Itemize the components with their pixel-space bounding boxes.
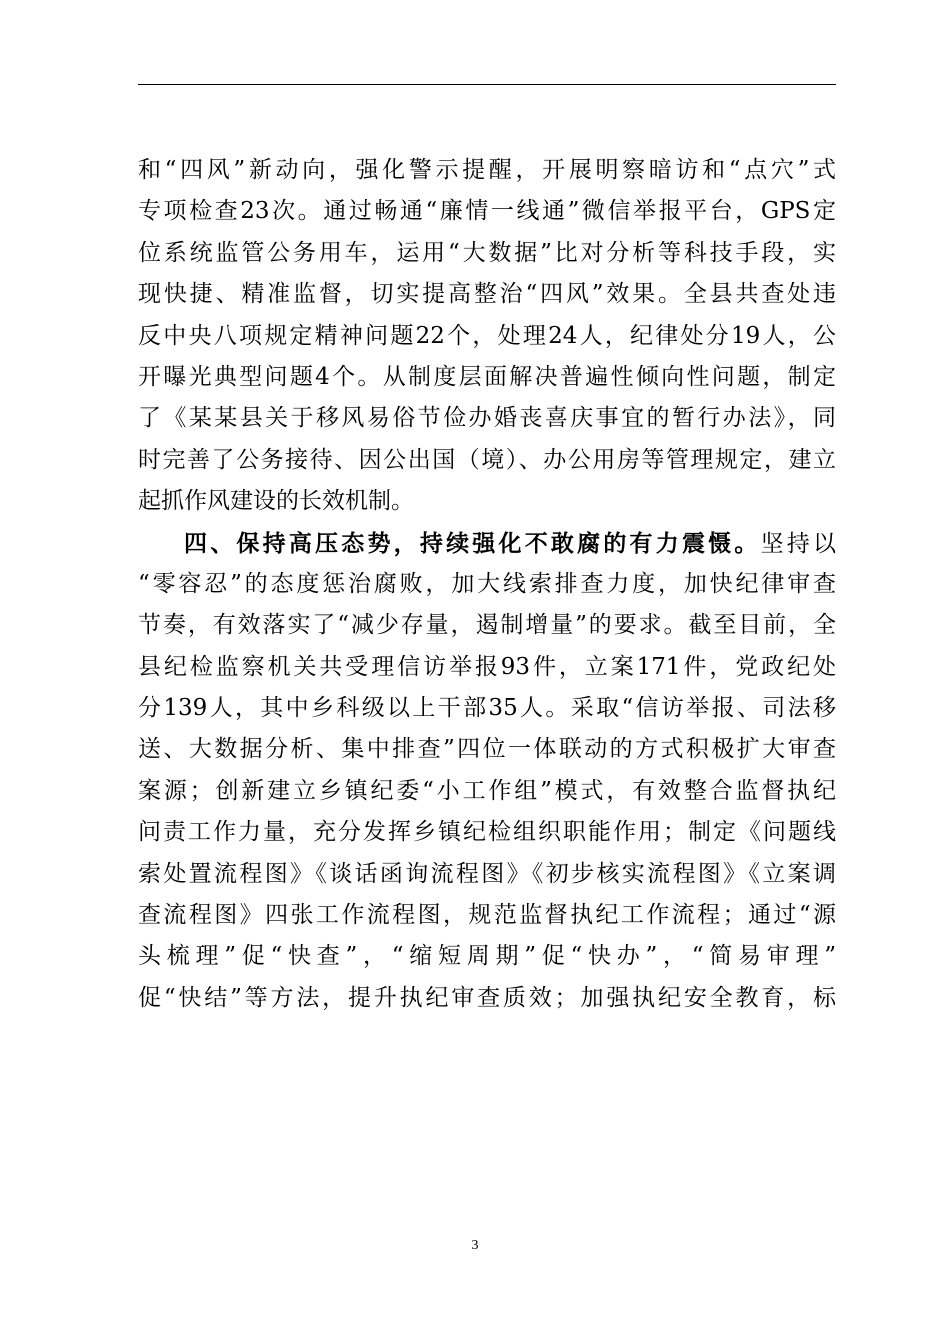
text-line: 问责工作力量，充分发挥乡镇纪检组织职能作用；制定《问题线 bbox=[138, 819, 836, 846]
text-line: 送、大数据分析、集中排查”四位一体联动的方式积极扩大审查 bbox=[138, 736, 836, 763]
document-body bbox=[138, 150, 836, 1019]
text-line: 索处置流程图》《谈话函询流程图》《初步核实流程图》《立案调 bbox=[138, 860, 836, 887]
text-line: 案源；创新建立乡镇纪委“小工作组”模式，有效整合监督执纪 bbox=[138, 777, 836, 804]
text-line: 头梳理”促“快查”，“缩短周期”促“快办”，“简易审理” bbox=[138, 943, 836, 970]
text-line: 开曝光典型问题4个。从制度层面解决普遍性倾向性问题，制定 bbox=[138, 363, 836, 390]
text-line: 了《某某县关于移风易俗节俭办婚丧喜庆事宜的暂行办法》，同 bbox=[138, 405, 836, 432]
text-line: 节奏，有效落实了“减少存量，遏制增量”的要求。截至目前，全 bbox=[138, 612, 836, 639]
paragraph-continued bbox=[138, 150, 836, 523]
text-line: 和“四风”新动向，强化警示提醒，开展明察暗访和“点穴”式 bbox=[138, 157, 836, 183]
text-line: 位系统监管公务用车，运用“大数据”比对分析等科技手段，实 bbox=[138, 239, 836, 266]
section-heading-line bbox=[138, 523, 836, 564]
text-line: 促“快结”等方法，提升执纪审查质效；加强执纪安全教育，标 bbox=[138, 984, 836, 1011]
text-line: 现快捷、精准监督，切实提高整治“四风”效果。全县共查处违 bbox=[138, 281, 836, 308]
text-line: 专项检查23次。通过畅通“廉情一线通”微信举报平台，GPS定 bbox=[138, 198, 836, 225]
page-number: 3 bbox=[471, 1238, 479, 1253]
text-line: 起抓作风建设的长效机制。 bbox=[138, 488, 414, 515]
text-line: 分139人，其中乡科级以上干部35人。采取“信访举报、司法移 bbox=[138, 695, 836, 722]
text-line: “零容忍”的态度惩治腐败，加大线索排查力度，加快纪律审查 bbox=[138, 570, 836, 597]
text-segment: 坚持以 bbox=[760, 530, 836, 557]
text-line: 反中央八项规定精神问题22个，处理24人，纪律处分19人，公 bbox=[138, 322, 836, 349]
section-heading: 四、保持高压态势，持续强化不敢腐的有力震慑。 bbox=[184, 529, 761, 557]
text-line: 县纪检监察机关共受理信访举报93件，立案171件，党政纪处 bbox=[138, 653, 836, 680]
header-rule bbox=[138, 84, 836, 85]
section-four-paragraph bbox=[138, 523, 836, 1020]
text-line: 查流程图》四张工作流程图，规范监督执纪工作流程；通过“源 bbox=[138, 902, 836, 929]
text-line: 时完善了公务接待、因公出国（境）、办公用房等管理规定，建立 bbox=[138, 446, 836, 473]
